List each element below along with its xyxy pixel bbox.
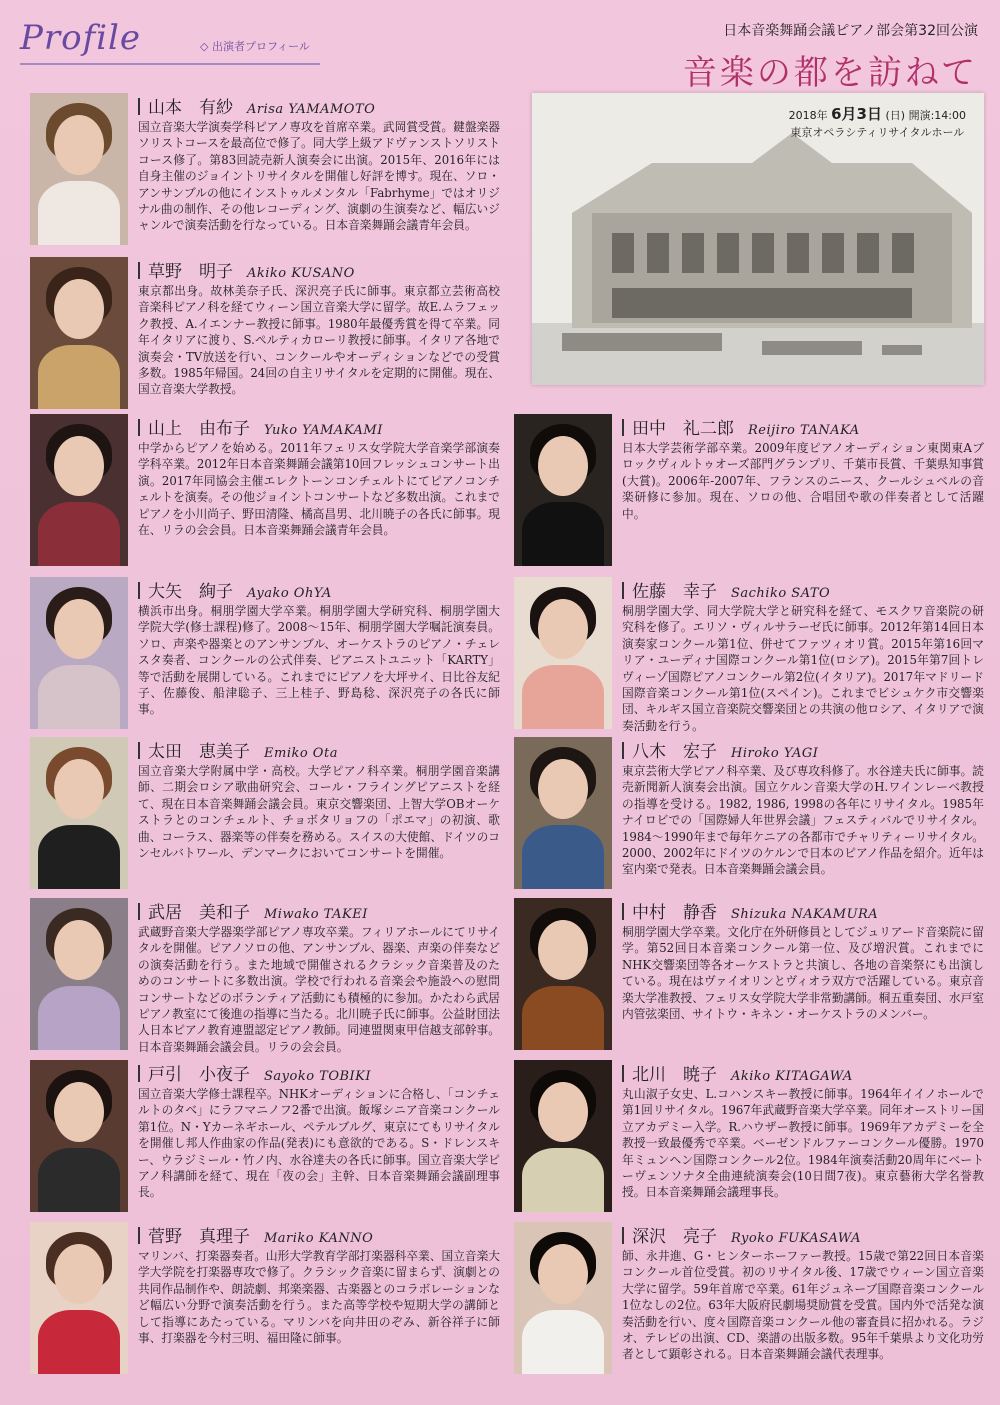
performer-name-line: [138, 1222, 373, 1247]
performer-bio: 国立音楽大学附属中学・高校。大学ピアノ科卒業。桐朋学園音楽講師、二期会ロシア歌曲研究会、コール・フライングピアニストを経て、現在日本音楽舞踊会議会員。東京交響楽団、上智大学OBオーケストラとのコンチェルト、チョボタリョフの「ポエマ」の初演、歌曲、コーラス、器楽等の伴奏を務める。スイスの大使館、ドイツのコンセルバトワール、デンマークにおいてコンサートを開催。: [138, 764, 500, 861]
profile-logo: Profile: [20, 18, 142, 58]
performer-roman-name: Sachiko SATO: [731, 586, 831, 601]
performer-name-line: [138, 414, 383, 439]
performer-bio: 国立音楽大学修士課程卒。NHKオーディションに合格し、「コンチェルトのタべ」にラフマニノフ2番で出演。飯塚シニア音楽コンクール第1位。N・Yカーネギホール、ペテルブルグ、東京にてもリサイタルを開催し邦人作曲家の作品(発表)にも意欲的である。S・ドレンスキー、ウラジミール・竹ノ内、水谷達夫の各氏に師事。国立音楽大学ピアノ科講師を経て、現在「夜の会」主幹、日本音楽舞踊会議副理事長。: [138, 1087, 500, 1200]
performer-name-line: [138, 577, 332, 602]
portrait-photo: [514, 414, 612, 566]
event-venue: 東京オペラシティリサイタルホール: [790, 126, 965, 139]
performer-name: 佐藤 幸子: [632, 582, 717, 602]
profile-card: [30, 257, 500, 407]
performer-name-line: [138, 737, 338, 762]
performer-roman-name: Arisa YAMAMOTO: [247, 102, 376, 117]
performer-roman-name: Shizuka NAKAMURA: [731, 907, 879, 922]
event-date: 6月3日: [831, 105, 882, 123]
portrait-photo: [30, 1060, 128, 1212]
performer-bio: マリンバ、打楽器奏者。山形大学教育学部打楽器科卒業、国立音楽大学大学院を打楽器専攻で修了。クラシック音楽に留まらず、演劇との共同作品制作や、朗読劇、邦楽楽器、古楽器とのコラボレーションなど幅広い分野で演奏活動を行う。また高等学校や短期大学の講師として指導にあたっている。マリンバを向井田のぞみ、新谷祥子に師事、打楽器を今村三明、福田隆に師事。: [138, 1249, 500, 1346]
portrait-photo: [30, 93, 128, 245]
portrait-photo: [30, 257, 128, 409]
performer-bio: 桐朋学園大学卒業。文化庁在外研修員としてジュリアード音楽院に留学。第52回日本音楽コンクール第一位、及び増沢賞。これまでにNHK交響楽団等各オーケストラと共演し、各地の音楽祭にも出演している。現在はヴァイオリンとヴィオラ双方で活躍している。東京音楽大学准教授、フェリス女学院大学非常勤講師。桐五重奏団、水戸室内管弦楽団、サイトウ・キネン・オーケストラのメンバー。: [622, 925, 984, 1022]
performer-name-line: [138, 898, 368, 923]
performer-roman-name: Miwako TAKEI: [264, 907, 368, 922]
profile-card: [514, 737, 984, 887]
performer-name: 戸引 小夜子: [148, 1065, 250, 1085]
performer-name: 菅野 真理子: [148, 1227, 250, 1247]
profile-card: [514, 577, 984, 733]
portrait-photo: [514, 1222, 612, 1374]
performer-name-line: [622, 1222, 861, 1247]
portrait-photo: [30, 414, 128, 566]
portrait-photo: [30, 1222, 128, 1374]
performer-roman-name: Ayako OhYA: [247, 586, 332, 601]
profile-card: [30, 1222, 500, 1372]
performer-bio: 国立音楽大学演奏学科ピアノ専攻を首席卒業。武岡賞受賞。鍵盤楽器ソリストコースを最高位で修了。同大学上級アドヴァンストソリストコース修了。第83回読売新人演奏会に出演。2015年、2016年には自身主催のジョイントリサイタルを開催し好評を博す。現在、ソロ・アンサンブルの他にインストゥルメンタル「Fabrhyme」ではオリジナル曲の制作、その他レコーディング、演劇の生演奏など、幅広いジャンルで演奏活動を行なっている。日本音楽舞踊会議青年会員。: [138, 120, 500, 233]
portrait-photo: [30, 577, 128, 729]
performer-roman-name: Mariko KANNO: [264, 1231, 374, 1246]
profile-card: [30, 737, 500, 887]
performer-name-line: [622, 414, 860, 439]
performer-name-line: [138, 93, 375, 118]
performer-bio: 日本大学芸術学部卒業。2009年度ピアノオーディション東関東Aブロックヴィルトゥオーズ部門グランプリ、千葉市長賞、千葉県知事賞(大賞)。2006年-2007年、フランスのニース、クールシュベルの音楽研修に参加。現在、ソロの他、合唱団や歌の伴奏者として活躍中。: [622, 441, 984, 521]
profile-card: [514, 898, 984, 1048]
performer-bio: 武蔵野音楽大学器楽学部ピアノ専攻卒業。フィリアホールにてリサイタルを開催。ピアノソロの他、アンサンブル、器楽、声楽の伴奏などの演奏活動を行う。また地域で開催されるクラシック音楽普及のためのコンサートに多数出演。学校で行われる音楽会や施設への慰問コンサートなどのボランティア活動にも積極的に参加。かたわら武居ピアノ教室にて後進の指導に当たる。北川暁子氏に師事。公益財団法人日本ピアノ教育連盟認定ピアノ教師。同連盟関東甲信越支部幹事。日本音楽舞踊会議会員。リラの会会員。: [138, 925, 500, 1054]
event-info: [789, 103, 966, 140]
logo-underline: [20, 63, 320, 65]
performer-name-line: [622, 577, 830, 602]
profile-card: [30, 414, 500, 564]
profile-card: [514, 1060, 984, 1210]
performer-roman-name: Ryoko FUKASAWA: [731, 1231, 861, 1246]
performer-roman-name: Hiroko YAGI: [731, 746, 819, 761]
event-title: 音楽の都を訪ねて: [682, 53, 978, 93]
concert-poster: [532, 93, 984, 385]
profile-card: [30, 898, 500, 1054]
performer-name: 八木 宏子: [632, 742, 717, 762]
performer-bio: 丸山淑子女史、L.コハンスキー教授に師事。1964年イイノホールで第1回リサイタル。1967年武蔵野音楽大学卒業。同年オーストリー国立アカデミー入学。R.ハウザー教授に師事。1969年アカデミーを全教授一致最優秀で卒業。ベーゼンドルファーコンクール優勝。1970年ミュンヘン国際コンクール2位。1984年演奏活動20周年にベートーヴェンソナタ全曲連続演奏会(10日間7夜)。東京藝術大学名誉教授。日本音楽舞踊会議理事長。: [622, 1087, 984, 1200]
portrait-photo: [514, 898, 612, 1050]
performer-bio: 師、永井進、G・ヒンターホーファー教授。15歳で第22回日本音楽コンクール首位受賞。初のリサイタル後、17歳でウィーン国立音楽大学に留学。59年首席で卒業。61年ジュネーブ国際音楽コンクール1位なしの2位。63年大阪府民劇場奨励賞を受賞。国内外で活発な演奏活動を行い、度々国際音楽コンクール他の審査員に招かれる。ラジオ、テレビの出演、CD、楽譜の出版多数。95年千葉県より文化功労者として顕彰される。日本音楽舞踊会議代表理事。: [622, 1249, 984, 1362]
performer-name: 田中 礼二郎: [632, 419, 734, 439]
performer-name: 山本 有紗: [148, 98, 233, 118]
performer-name-line: [622, 737, 818, 762]
performer-name: 深沢 亮子: [632, 1227, 717, 1247]
portrait-photo: [514, 577, 612, 729]
section-subtitle: ◇ 出演者プロフィール: [200, 40, 310, 53]
performer-name: 北川 暁子: [632, 1065, 717, 1085]
profile-card: [514, 414, 984, 564]
performer-roman-name: Akiko KITAGAWA: [731, 1069, 853, 1084]
performer-roman-name: Emiko Ota: [264, 746, 338, 761]
performer-name: 中村 静香: [632, 903, 717, 923]
portrait-photo: [30, 737, 128, 889]
performer-roman-name: Akiko KUSANO: [247, 266, 355, 281]
profile-card: [30, 93, 500, 243]
portrait-photo: [514, 1060, 612, 1212]
profile-card: [30, 1060, 500, 1210]
performer-name-line: [138, 1060, 371, 1085]
portrait-photo: [30, 898, 128, 1050]
performer-bio: 桐朋学園大学、同大学院大学と研究科を経て、モスクワ音楽院の研究科を修了。エリソ・ヴィルサラーゼ氏に師事。2012年第14回日本演奏家コンクール第1位、併せてファツィオリ賞。2015年第16回マリア・ユーディナ国際コンクール第1位(ロシア)。2015年第7回トレヴィーゾ国際ピアノコンクール第2位(イタリア)。2017年マドリード国際音楽コンクール第1位(スペイン)。これまでビシュケク市交響楽団、キルギス国立音楽院交響楽団との共演の他ロシア、イタリアで演奏活動を行う。: [622, 604, 984, 733]
profile-card: [30, 577, 500, 727]
event-organizer: 日本音楽舞踊会議ピアノ部会第32回公演: [723, 23, 978, 39]
performer-name: 山上 由布子: [148, 419, 250, 439]
performer-name: 大矢 絢子: [148, 582, 233, 602]
performer-bio: 東京芸術大学ピアノ科卒業、及び専攻科修了。水谷達夫氏に師事。読売新聞新人演奏会出演。国立ケルン音楽大学のH.ワインレーベ教授の指導を受ける。1982, 1986, 1998の各年にリサイタル。1985年ナイロビでの「国際婦人年世界会議」フェスティバルでリサイタル。1984～1990年まで毎年ケニアの各都市でチャリティーリサイタル。2000、2002年にドイツのケルンで日本のピアノ作品を紹介。近年は室内楽で発表。日本音楽舞踊会議会員。: [622, 764, 984, 877]
performer-roman-name: Sayoko TOBIKI: [264, 1069, 372, 1084]
performer-name-line: [622, 1060, 853, 1085]
performer-bio: 東京都出身。故林美奈子氏、深沢亮子氏に師事。東京都立芸術高校音楽科ピアノ科を経てウィーン国立音楽大学に留学。故E.ムラフェック教授、A.イエンナー教授に師事。1980年最優秀賞を得て卒業。同年イタリアに渡り、S.ペルティカローリ教授に師事。イタリア各地で演奏会・TV放送を行い、コンクールやオーディションなどでの受賞多数。1985年帰国。24回の自主リサイタルを定期的に開催。現在、国立音楽大学教授。: [138, 284, 500, 397]
performer-name: 太田 恵美子: [148, 742, 250, 762]
profile-card: [514, 1222, 984, 1372]
performer-roman-name: Reijiro TANAKA: [748, 423, 860, 438]
event-date-suffix: (日) 開演:14:00: [885, 109, 966, 122]
performer-bio: 横浜市出身。桐朋学園大学卒業。桐朋学園大学研究科、桐朋学園大学院大学(修士課程)修了。2008～15年、桐朋学園大学嘱託演奏員。ソロ、声楽や器楽とのアンサンブル、オーケストラのピアノ・チェレスタ奏者、コンクールの公式伴奏、ピアニストユニット「KARTY」等で活動を展開している。これまでにピアノを大坪サイ、日比谷友紀子、佐藤俊、船津聡子、三上桂子、野島稔、深沢亮子の各氏に師事。: [138, 604, 500, 717]
performer-name-line: [622, 898, 878, 923]
performer-bio: 中学からピアノを始める。2011年フェリス女学院大学音楽学部演奏学科卒業。2012年日本音楽舞踊会議第10回フレッシュコンサート出演。2017年同協会主催エレクトーンコンチェルトにてピアノコンチェルトを演奏。その他ジョイントコンサートなど多数出演。これまでピアノを小川尚子、野田清隆、橘高昌男、北川暁子の各氏に師事。現在、リラの会会員。日本音楽舞踊会議青年会員。: [138, 441, 500, 538]
performer-name: 武居 美和子: [148, 903, 250, 923]
event-date-prefix: 2018年: [788, 109, 828, 122]
performer-name: 草野 明子: [148, 262, 233, 282]
performer-roman-name: Yuko YAMAKAMI: [264, 423, 383, 438]
portrait-photo: [514, 737, 612, 889]
performer-name-line: [138, 257, 355, 282]
